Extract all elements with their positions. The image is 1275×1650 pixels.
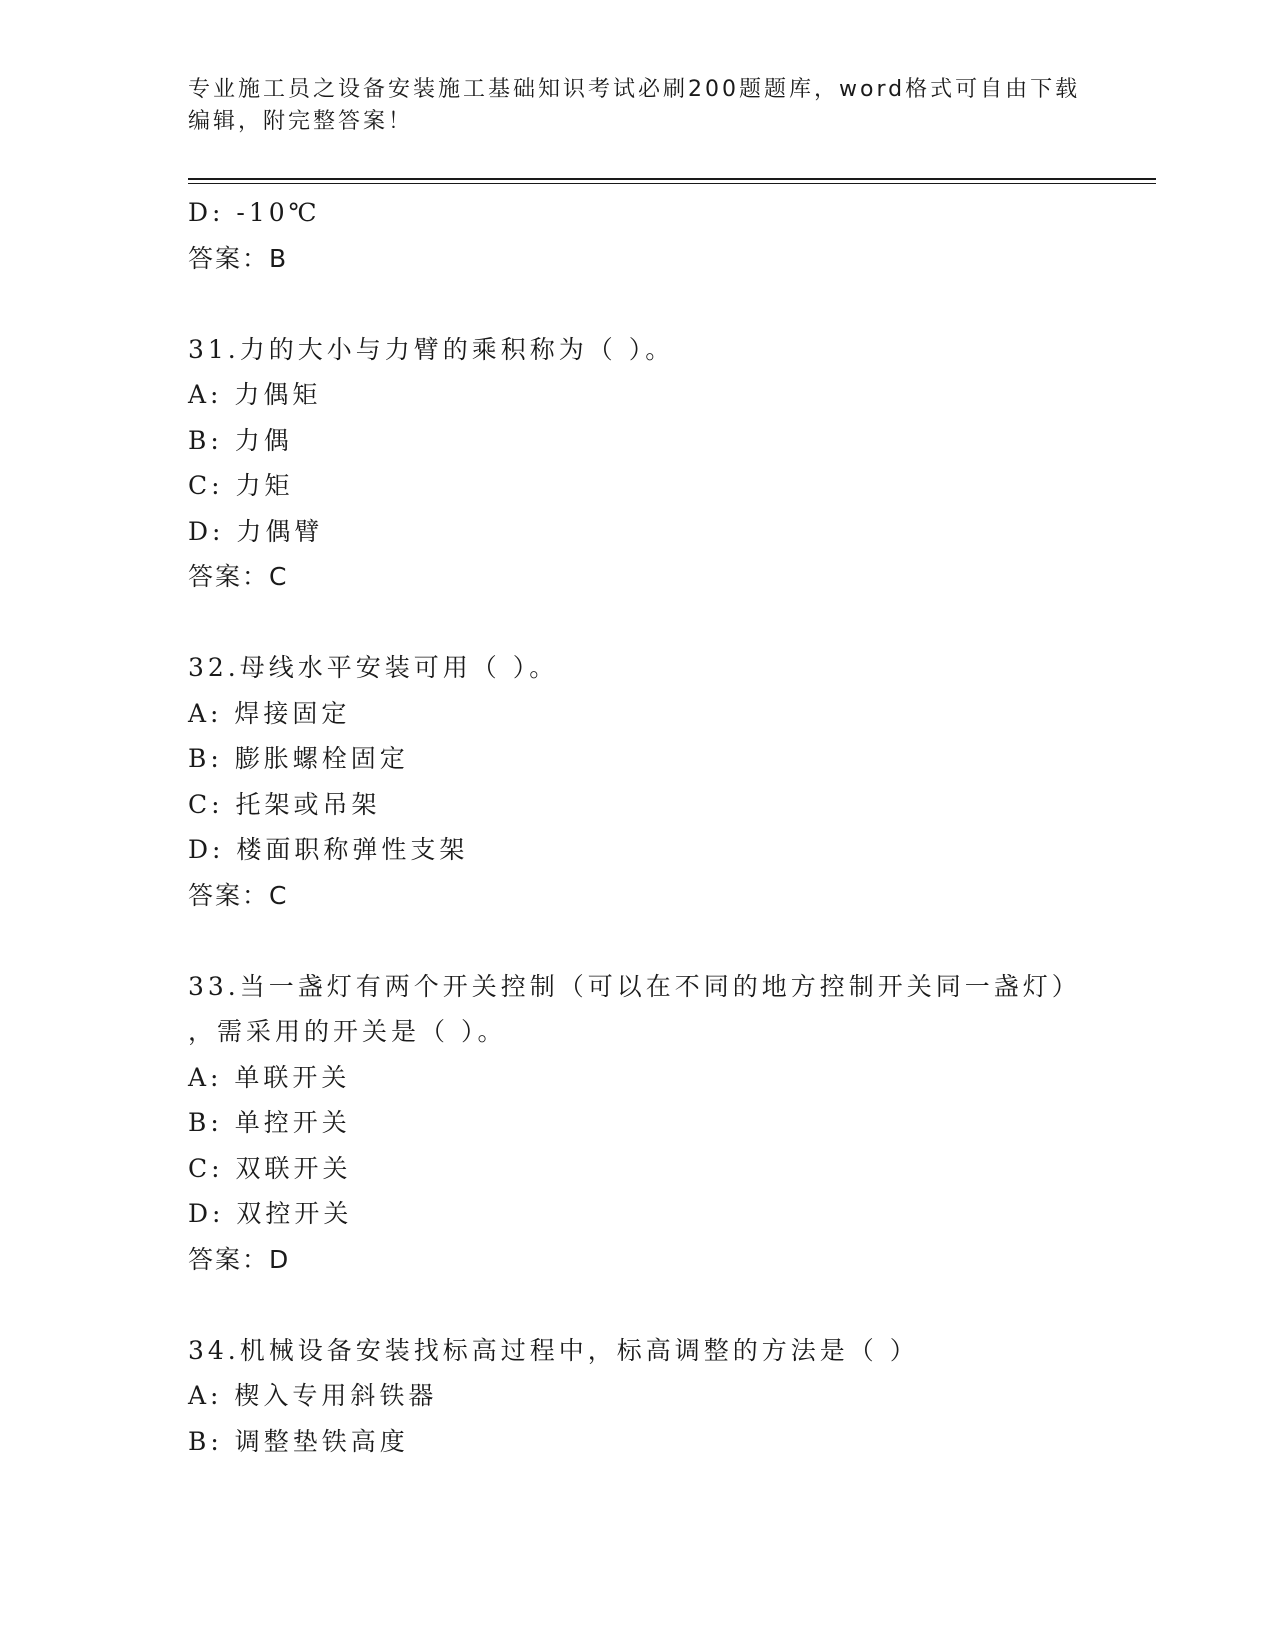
question-line: D: -10℃ [188,198,321,227]
question-line: A: 焊接固定 [188,698,351,728]
header-rule-thick [188,178,1156,180]
question-line: ，需采用的开关是（ ）。 [188,1017,507,1046]
header-title-line-2: 编辑，附完整答案！ [188,109,414,134]
question-line: A: 力偶矩 [188,380,322,409]
question-list [188,190,1156,1464]
question-line: C: 力矩 [188,471,294,500]
document-header [188,74,1088,138]
spacer [188,600,1156,646]
question-line: B: 调整垫铁高度 [188,1426,409,1456]
spacer [188,918,1156,964]
answer-line: 答案：B [188,243,289,273]
header-rule-thin [188,183,1156,184]
question-line: 33.当一盏灯有两个开关控制（可以在不同的地方控制开关同一盏灯） [188,971,1081,1001]
question-line: C: 托架或吊架 [188,789,381,819]
answer-line: 答案：C [188,562,289,591]
question-line: B: 单控开关 [188,1108,351,1137]
header-title-line-1: 专业施工员之设备安装施工基础知识考试必刷200题题库，word格式可自由下载 [188,77,1081,102]
question-line: A: 楔入专用斜铁器 [188,1381,438,1410]
question-line: B: 膨胀螺栓固定 [188,744,409,773]
question-line: A: 单联开关 [188,1062,351,1092]
question-line: D: 双控开关 [188,1199,353,1228]
question-line: D: 楼面职称弹性支架 [188,835,469,864]
question-line: C: 双联开关 [188,1153,352,1183]
question-line: 34.机械设备安装找标高过程中，标高调整的方法是（ ） [188,1335,919,1365]
question-line: D: 力偶臂 [188,516,324,546]
question-line: 32.母线水平安装可用（ ）。 [188,653,559,682]
answer-line: 答案：D [188,1244,291,1274]
answer-line: 答案：C [188,880,289,910]
spacer [188,1282,1156,1328]
question-line: 31.力的大小与力臂的乘积称为（ ）。 [188,334,675,364]
question-line: B: 力偶 [188,425,293,455]
spacer [188,281,1156,327]
